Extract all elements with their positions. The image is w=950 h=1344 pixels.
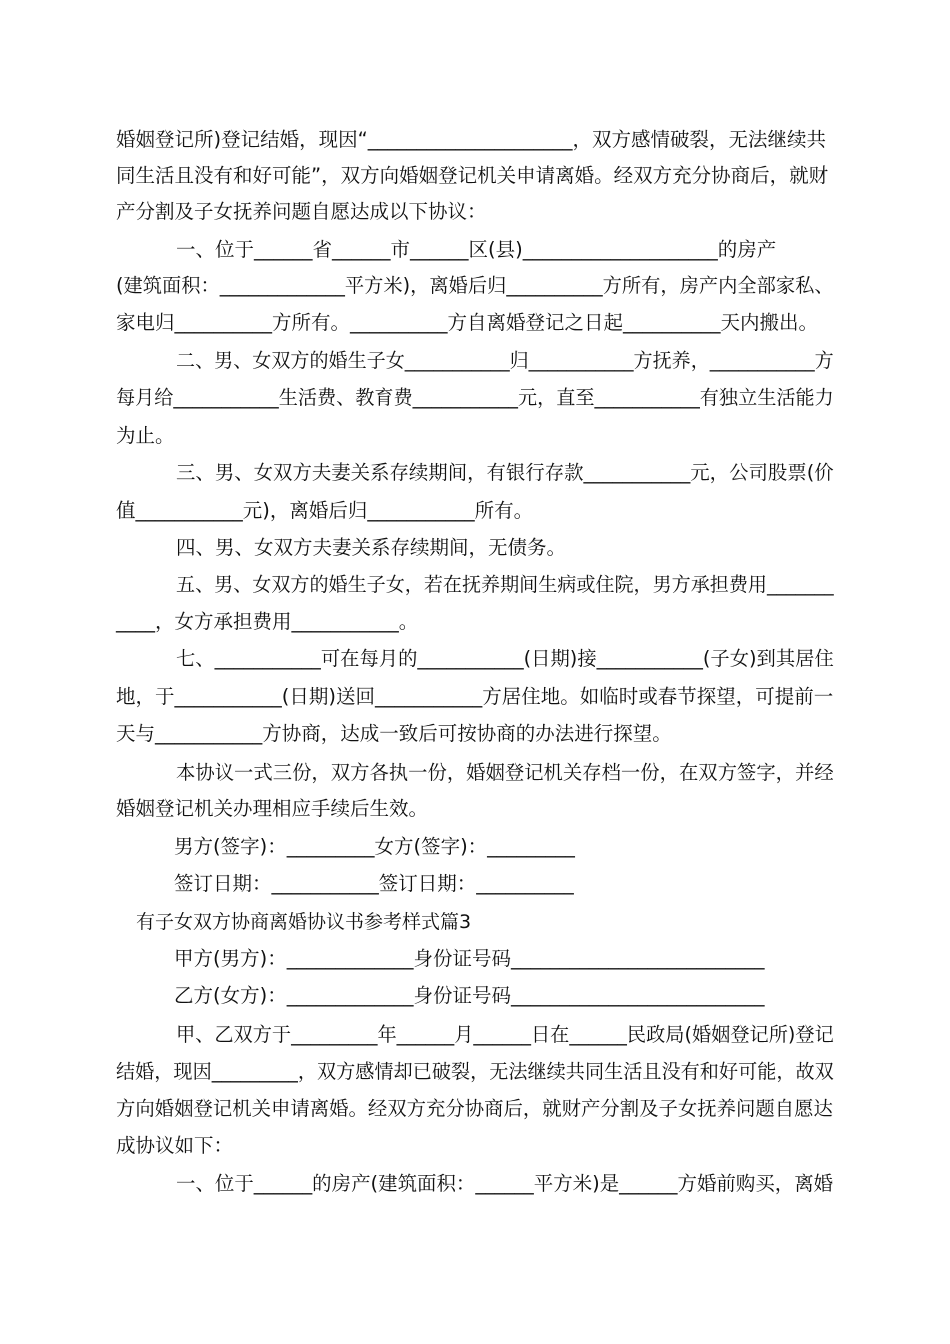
- text-line: 值___________元)，离婚后归___________所有。: [116, 499, 534, 522]
- text-line: 二、男、女双方的婚生子女___________归___________方抚养，___________方: [176, 350, 834, 372]
- text-line: 同生活且没有和好可能”，双方向婚姻登记机关申请离婚。经双方充分协商后，就财: [116, 164, 829, 187]
- text-line: 地，于___________(日期)送回___________方居住地。如临时或春节探望，可提前一: [116, 685, 834, 708]
- text-line: 家电归__________方所有。__________方自离婚登记之日起__________天内搬出。: [116, 311, 819, 334]
- text-line: 婚姻登记机关办理相应手续后生效。: [116, 797, 429, 820]
- text-line: 产分割及子女抚养问题自愿达成以下协议：: [116, 200, 487, 223]
- text-line: 结婚，现因_________，双方感情却已破裂，无法继续共同生活且没有和好可能，故双: [116, 1060, 834, 1083]
- text-line: 天与___________方协商，达成一致后可按协商的办法进行探望。: [116, 722, 672, 745]
- text-line: 七、___________可在每月的___________(日期)接___________(子女)到其居住: [176, 647, 834, 670]
- text-line: ____，女方承担费用___________。: [116, 610, 419, 633]
- text-line: 四、男、女双方夫妻关系存续期间，无债务。: [176, 536, 567, 559]
- text-line: 本协议一式三份，双方各执一份，婚姻登记机关存档一份，在双方签字，并经: [176, 761, 834, 784]
- text-line: 五、男、女双方的婚生子女，若在抚养期间生病或住院，男方承担费用_______: [176, 574, 834, 596]
- text-line: 三、男、女双方夫妻关系存续期间，有银行存款___________元，公司股票(价: [176, 461, 834, 484]
- party-a-line: 甲方(男方)：_____________身份证号码__________________________: [174, 947, 765, 970]
- text-line: 成协议如下：: [116, 1134, 234, 1157]
- section-title: 有子女双方协商离婚协议书参考样式篇3: [136, 911, 472, 933]
- signature-line: 男方(签字)：_________女方(签字)：_________: [174, 835, 575, 858]
- text-line: 一、位于______的房产(建筑面积：______平方米)是______方婚前购买，离婚: [176, 1172, 834, 1195]
- text-line: 为止。: [116, 424, 175, 447]
- text-line: 婚姻登记所)登记结婚，现因“_____________________，双方感情破裂，无法继续共: [116, 128, 826, 151]
- text-line: 每月给___________生活费、教育费___________元，直至___________有独立生活能力: [116, 386, 834, 409]
- party-b-line: 乙方(女方)：_____________身份证号码__________________________: [174, 984, 765, 1007]
- date-line: 签订日期：___________签订日期：__________: [174, 872, 574, 895]
- text-line: (建筑面积：_____________平方米)，离婚后归__________方所有，房产内全部家私、: [116, 274, 834, 297]
- text-line: 甲、乙双方于_________年______月______日在______民政局(婚姻登记所)登记: [176, 1023, 834, 1046]
- text-line: 一、位于______省______市______区(县)____________________的房产: [176, 238, 777, 261]
- text-line: 方向婚姻登记机关申请离婚。经双方充分协商后，就财产分割及子女抚养问题自愿达: [116, 1097, 833, 1120]
